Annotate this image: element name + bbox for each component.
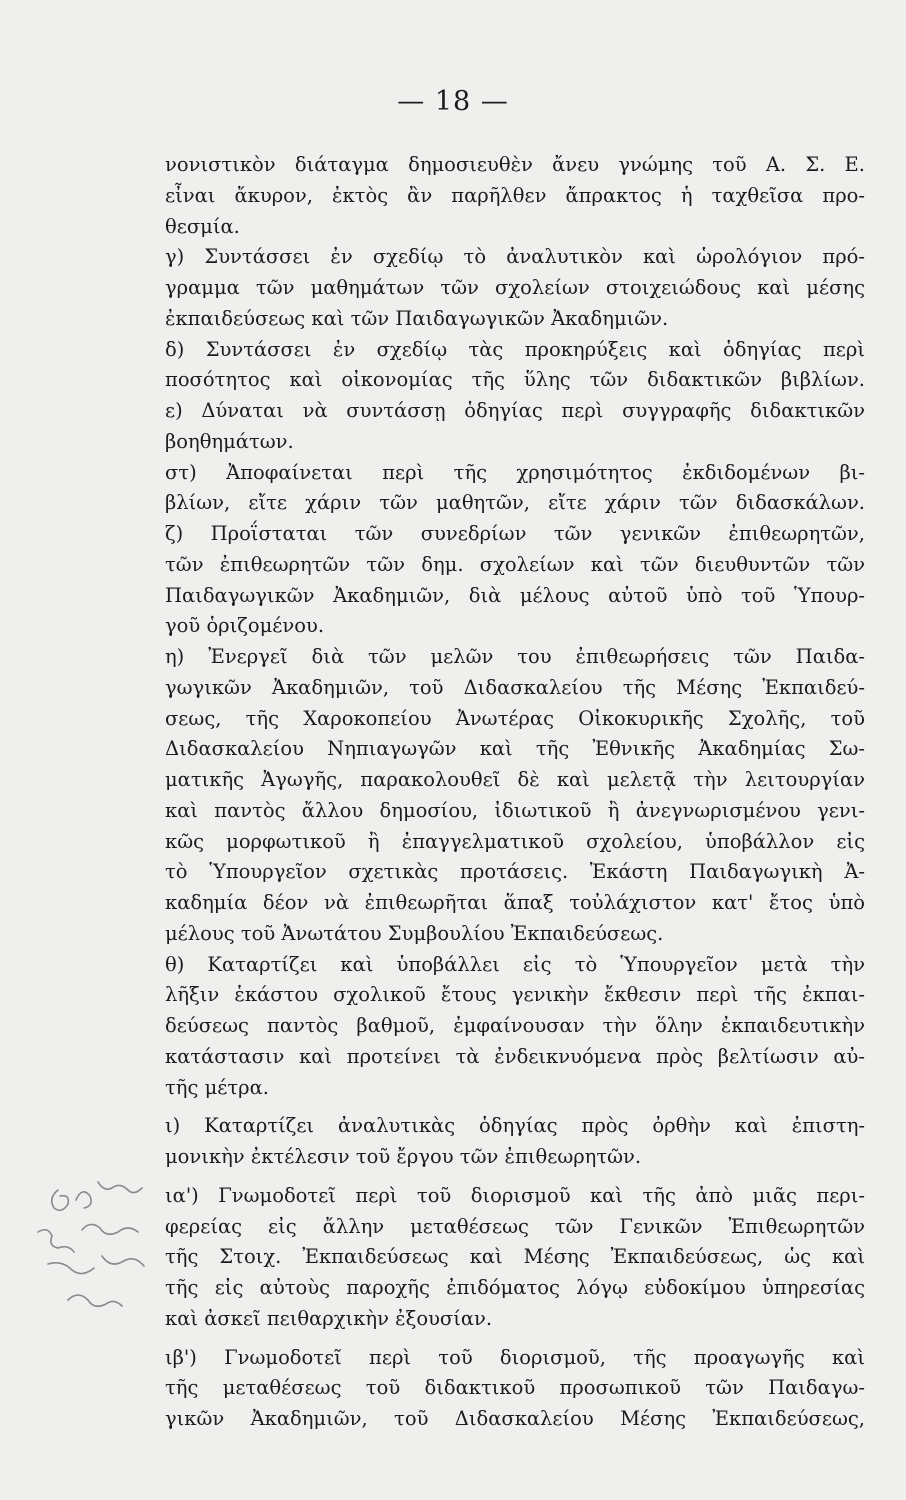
- text-line: ι) Καταρτίζει ἀναλυτικὰς ὁδηγίας πρὸς ὀρθὴν καὶ ἐπιστη-: [165, 1114, 865, 1138]
- text-line: ε) Δύναται νὰ συντάσσῃ ὁδηγίας περὶ συγγραφῆς διδακτικῶν: [165, 399, 865, 422]
- text-line: καὶ ἀσκεῖ πειθαρχικὴν ἐξουσίαν.: [165, 1306, 493, 1330]
- body-text: [165, 150, 865, 1435]
- page-number: — 18 —: [397, 86, 509, 117]
- text-line: ἐκπαιδεύσεως καὶ τῶν Παιδαγωγικῶν Ἀκαδημιῶν.: [165, 306, 669, 330]
- text-line: ζ) Προΐσταται τῶν συνεδρίων τῶν γενικῶν ἐπιθεωρητῶν,: [165, 522, 865, 545]
- text-line: θεσμία.: [165, 214, 240, 238]
- text-line: γοῦ ὁριζομένου.: [165, 614, 325, 638]
- text-line: μονικὴν ἐκτέλεσιν τοῦ ἔργου τῶν ἐπιθεωρητῶν.: [165, 1145, 642, 1168]
- text-line: σεως, τῆς Χαροκοπείου Ἀνωτέρας Οἰκοκυρικῆς Σχολῆς, τοῦ: [165, 706, 865, 730]
- text-line: καὶ παντὸς ἄλλου δημοσίου, ἰδιωτικοῦ ἢ ἀνεγνωρισμένου γενι-: [165, 798, 865, 822]
- text-line: βοηθημάτων.: [165, 429, 294, 453]
- text-line: βλίων, εἴτε χάριν τῶν μαθητῶν, εἴτε χάριν τῶν διδασκάλων.: [165, 491, 865, 515]
- handwritten-margin-note: [18, 1160, 168, 1350]
- text-line: γωγικῶν Ἀκαδημιῶν, τοῦ Διδασκαλείου τῆς Μέσης Ἐκπαιδεύ-: [165, 675, 865, 699]
- text-line: δ) Συντάσσει ἐν σχεδίῳ τὰς προκηρύξεις καὶ ὁδηγίας περὶ: [165, 337, 865, 361]
- text-line: καδημία δέον νὰ ἐπιθεωρῆται ἅπαξ τοὐλάχιστον κατ' ἔτος ὑπὸ: [165, 891, 865, 914]
- text-line: τῆς Στοιχ. Ἐκπαιδεύσεως καὶ Μέσης Ἐκπαιδεύσεως, ὡς καὶ: [165, 1245, 865, 1269]
- text-line: δεύσεως παντὸς βαθμοῦ, ἐμφαίνουσαν τὴν ὅλην ἐκπαιδευτικὴν: [165, 1014, 865, 1037]
- text-line: εἶναι ἄκυρον, ἐκτὸς ἂν παρῆλθεν ἄπρακτος ἡ ταχθεῖσα προ-: [165, 183, 865, 207]
- text-line: ματικῆς Ἀγωγῆς, παρακολουθεῖ δὲ καὶ μελετᾷ τὴν λειτουργίαν: [165, 768, 865, 791]
- text-line: τῶν ἐπιθεωρητῶν τῶν δημ. σχολείων καὶ τῶν διευθυντῶν τῶν: [165, 552, 865, 576]
- text-line: μέλους τοῦ Ἀνωτάτου Συμβουλίου Ἐκπαιδεύσεως.: [165, 921, 664, 945]
- text-line: κατάστασιν καὶ προτείνει τὰ ἐνδεικνυόμενα πρὸς βελτίωσιν αὐ-: [165, 1044, 865, 1068]
- text-line: τῆς μέτρα.: [165, 1075, 269, 1099]
- text-line: λῆξιν ἑκάστου σχολικοῦ ἔτους γενικὴν ἔκθεσιν περὶ τῆς ἐκπαι-: [165, 983, 865, 1007]
- text-line: τῆς μεταθέσεως τοῦ διδακτικοῦ προσωπικοῦ τῶν Παιδαγω-: [165, 1376, 865, 1400]
- text-line: κῶς μορφωτικοῦ ἢ ἐπαγγελματικοῦ σχολείου, ὑποβάλλον εἰς: [165, 829, 865, 853]
- text-line: τὸ Ὑπουργεῖον σχετικὰς προτάσεις. Ἑκάστη Παιδαγωγικὴ Ἀ-: [165, 860, 865, 884]
- text-line: Παιδαγωγικῶν Ἀκαδημιῶν, διὰ μέλους αὐτοῦ ὑπὸ τοῦ Ὑπουρ-: [165, 583, 865, 607]
- text-line: θ) Καταρτίζει καὶ ὑποβάλλει εἰς τὸ Ὑπουργεῖον μετὰ τὴν: [165, 952, 865, 976]
- text-line: η) Ἐνεργεῖ διὰ τῶν μελῶν του ἐπιθεωρήσεις τῶν Παιδα-: [165, 645, 865, 668]
- text-line: στ) Ἀποφαίνεται περὶ τῆς χρησιμότητος ἐκδιδομένων βι-: [165, 460, 865, 484]
- text-line: Διδασκαλείου Νηπιαγωγῶν καὶ τῆς Ἐθνικῆς Ἀκαδημίας Σω-: [165, 737, 865, 761]
- text-line: γραμμα τῶν μαθημάτων τῶν σχολείων στοιχειώδους καὶ μέσης: [165, 276, 865, 299]
- text-line: ια') Γνωμοδοτεῖ περὶ τοῦ διορισμοῦ καὶ τῆς ἀπὸ μιᾶς περι-: [165, 1183, 865, 1207]
- text-line: γ) Συντάσσει ἐν σχεδίῳ τὸ ἀναλυτικὸν καὶ ὡρολόγιον πρό-: [165, 245, 865, 269]
- text-line: ιβ') Γνωμοδοτεῖ περὶ τοῦ διορισμοῦ, τῆς προαγωγῆς καὶ: [165, 1345, 865, 1369]
- text-line: ποσότητος καὶ οἰκονομίας τῆς ὕλης τῶν διδακτικῶν βιβλίων.: [165, 368, 865, 392]
- text-line: γικῶν Ἀκαδημιῶν, τοῦ Διδασκαλείου Μέσης Ἐκπαιδεύσεως,: [165, 1407, 865, 1430]
- text-line: τῆς εἰς αὐτοὺς παροχῆς ἐπιδόματος λόγῳ εὐδοκίμου ὑπηρεσίας: [165, 1276, 865, 1299]
- text-line: φερείας εἰς ἄλλην μεταθέσεως τῶν Γενικῶν Ἐπιθεωρητῶν: [165, 1214, 865, 1238]
- text-line: νονιστικὸν διάταγμα δημοσιευθὲν ἄνευ γνώμης τοῦ Α. Σ. Ε.: [165, 153, 865, 176]
